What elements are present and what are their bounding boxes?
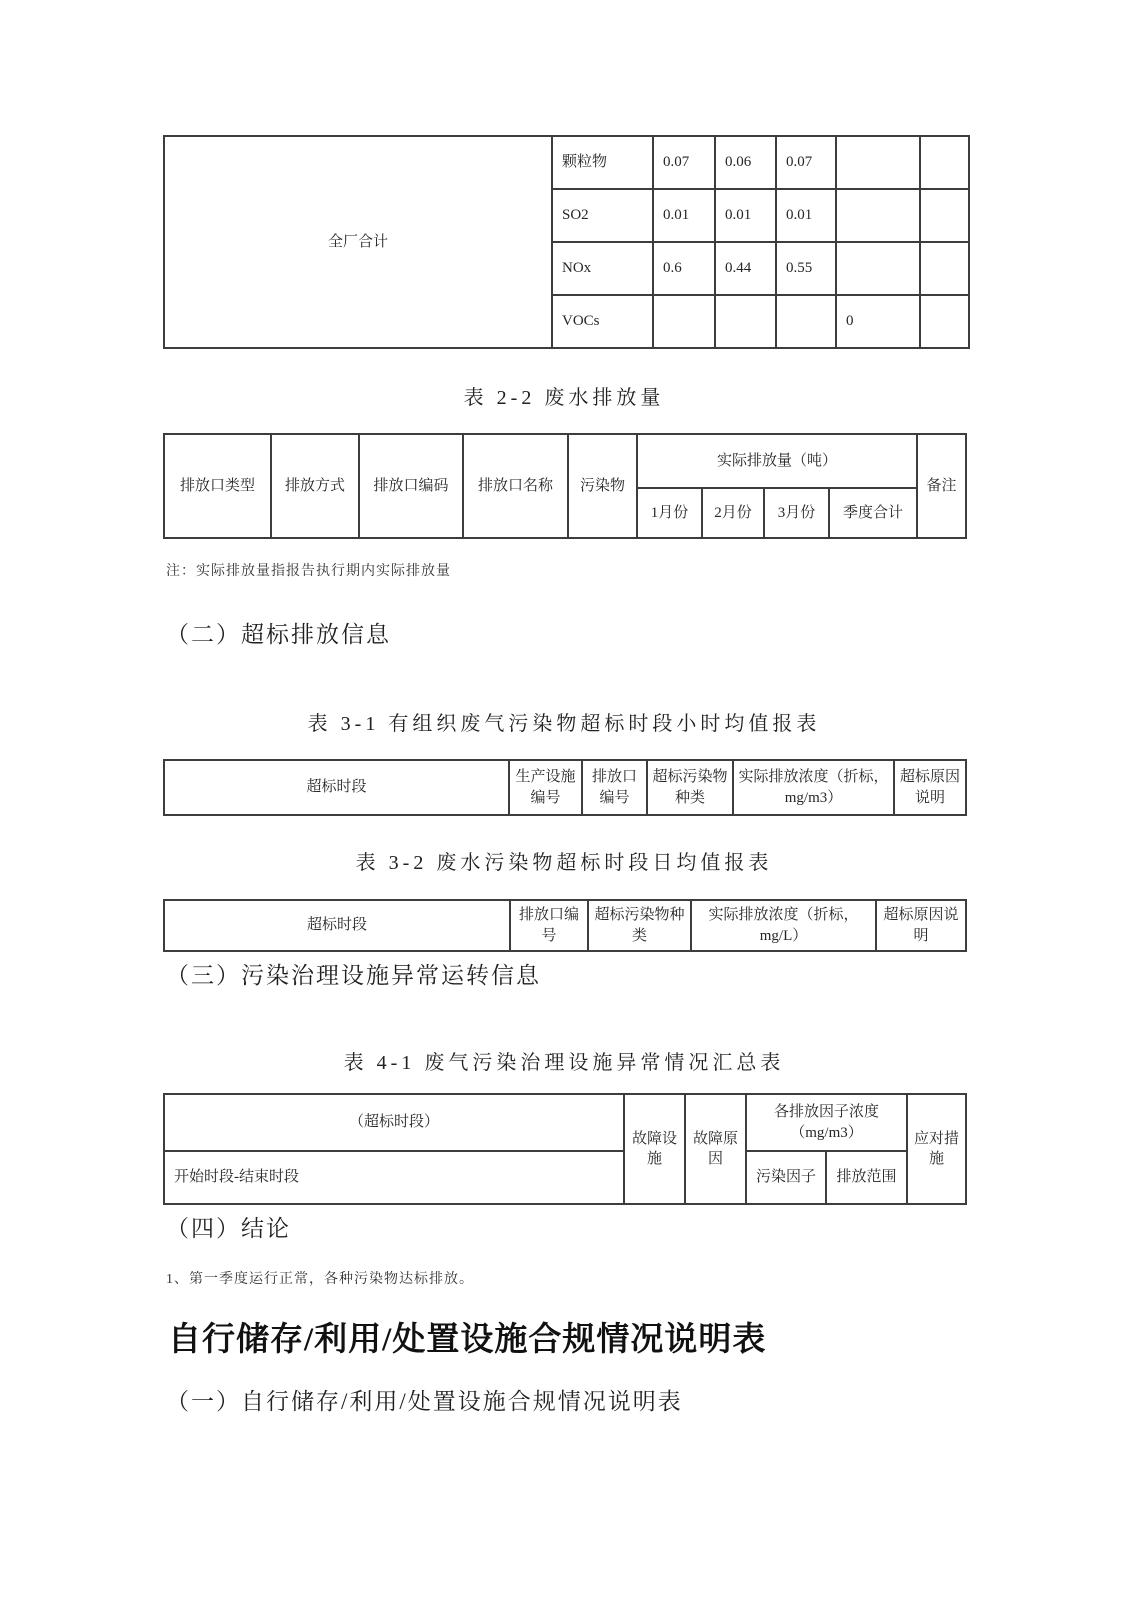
jan-value-cell: 0.6 xyxy=(653,242,715,295)
remark-header: 备注 xyxy=(917,434,966,538)
wastewater-discharge-table xyxy=(163,433,967,539)
jan-value-cell: 0.01 xyxy=(653,189,715,242)
discharge-mode-header: 排放方式 xyxy=(271,434,359,538)
header-row xyxy=(164,1094,966,1151)
plant-total-label-cell: 全厂合计 xyxy=(164,136,552,348)
jan-header: 1月份 xyxy=(637,488,702,538)
exceed-pollutant-type-header: 超标污染物种类 xyxy=(647,760,733,815)
plant-total-emissions-table xyxy=(163,135,970,349)
factor-concentration-header: 各排放因子浓度（mg/m3） xyxy=(746,1094,907,1151)
table-3-1-title: 表 3-1 有组织废气污染物超标时段小时均值报表 xyxy=(307,713,821,735)
wastewater-exceedance-daily-table xyxy=(163,899,967,952)
exceed-period-header: （超标时段） xyxy=(164,1094,624,1151)
fault-reason-header: 故障原因 xyxy=(685,1094,746,1204)
conclusion-text: 1、第一季度运行正常，各种污染物达标排放。 xyxy=(166,1272,474,1287)
outlet-code-header: 排放口编码 xyxy=(359,434,463,538)
section-3-heading: （三）污染治理设施异常运转信息 xyxy=(166,963,541,988)
table-2-2-title: 表 2-2 废水排放量 xyxy=(463,387,665,409)
production-facility-no-header: 生产设施编号 xyxy=(509,760,582,815)
pollutant-factor-header: 污染因子 xyxy=(746,1151,826,1204)
exceed-pollutant-type-header: 超标污染物种类 xyxy=(588,900,691,951)
start-end-period-header: 开始时段-结束时段 xyxy=(164,1151,624,1204)
response-measures-header: 应对措施 xyxy=(907,1094,966,1204)
table-4-1-title: 表 4-1 废气污染治理设施异常情况汇总表 xyxy=(343,1052,785,1074)
outlet-no-header: 排放口编号 xyxy=(582,760,647,815)
jan-value-cell: 0.07 xyxy=(653,136,715,189)
pollutant-cell: SO2 xyxy=(552,189,653,242)
mar-value-cell: 0.07 xyxy=(776,136,836,189)
header-row xyxy=(164,760,966,815)
mar-value-cell: 0.01 xyxy=(776,189,836,242)
discharge-range-header: 排放范围 xyxy=(826,1151,907,1204)
quarter-value-cell xyxy=(836,136,920,189)
actual-concentration-header: 实际排放浓度（折标，mg/m3） xyxy=(733,760,894,815)
self-storage-main-heading: 自行储存/利用/处置设施合规情况说明表 xyxy=(168,1322,767,1358)
header-row xyxy=(164,900,966,951)
pollutant-cell: 颗粒物 xyxy=(552,136,653,189)
pollutant-cell: VOCs xyxy=(552,295,653,348)
quarter-value-cell xyxy=(836,189,920,242)
mar-value-cell: 0.55 xyxy=(776,242,836,295)
treatment-facility-abnormal-table xyxy=(163,1093,967,1205)
remark-cell xyxy=(920,136,969,189)
table-3-2-title: 表 3-2 废水污染物超标时段日均值报表 xyxy=(355,852,773,874)
pollutant-header: 污染物 xyxy=(568,434,637,538)
exceed-reason-header: 超标原因说明 xyxy=(876,900,966,951)
feb-header: 2月份 xyxy=(702,488,764,538)
feb-value-cell: 0.06 xyxy=(715,136,776,189)
mar-header: 3月份 xyxy=(764,488,829,538)
remark-cell xyxy=(920,189,969,242)
header-row xyxy=(164,1151,966,1204)
actual-concentration-header: 实际排放浓度（折标，mg/L） xyxy=(691,900,876,951)
section-4-heading: （四）结论 xyxy=(166,1216,291,1241)
exceed-reason-header: 超标原因说明 xyxy=(894,760,966,815)
feb-value-cell xyxy=(715,295,776,348)
fault-facility-header: 故障设施 xyxy=(624,1094,685,1204)
remark-cell xyxy=(920,295,969,348)
outlet-name-header: 排放口名称 xyxy=(463,434,568,538)
mar-value-cell xyxy=(776,295,836,348)
table-2-2-footnote: 注：实际排放量指报告执行期内实际排放量 xyxy=(166,564,451,579)
outlet-type-header: 排放口类型 xyxy=(164,434,271,538)
header-row xyxy=(164,434,966,488)
section-2-heading: （二）超标排放信息 xyxy=(166,622,391,647)
actual-amount-header: 实际排放量（吨） xyxy=(637,434,917,488)
feb-value-cell: 0.01 xyxy=(715,189,776,242)
outlet-no-header: 排放口编号 xyxy=(510,900,588,951)
table-row xyxy=(164,136,969,189)
section-1-heading: （一）自行储存/利用/处置设施合规情况说明表 xyxy=(166,1389,683,1414)
gas-exceedance-hourly-table xyxy=(163,759,967,816)
feb-value-cell: 0.44 xyxy=(715,242,776,295)
quarter-total-header: 季度合计 xyxy=(829,488,917,538)
jan-value-cell xyxy=(653,295,715,348)
remark-cell xyxy=(920,242,969,295)
quarter-value-cell xyxy=(836,242,920,295)
pollutant-cell: NOx xyxy=(552,242,653,295)
quarter-value-cell: 0 xyxy=(836,295,920,348)
exceed-period-header: 超标时段 xyxy=(164,900,510,951)
exceed-period-header: 超标时段 xyxy=(164,760,509,815)
